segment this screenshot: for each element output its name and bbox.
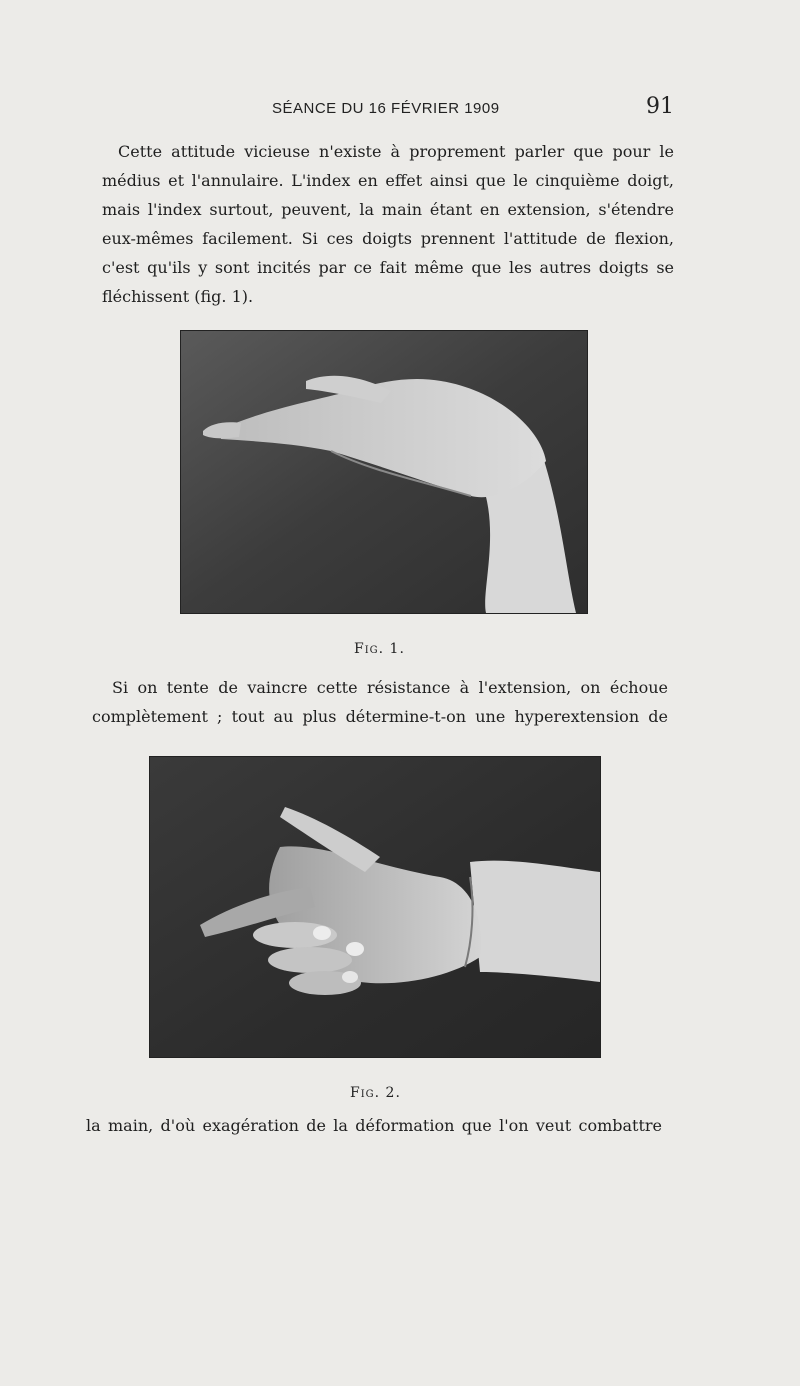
text-line: mais l'index surtout, peuvent, la main étant en extension, s'étendre	[102, 200, 674, 219]
text-line: médius et l'annulaire. L'index en effet ainsi que le cinquième doigt,	[102, 171, 674, 190]
hand-photo-1	[181, 331, 587, 613]
figure-2-caption: Fig. 2.	[350, 1085, 401, 1101]
page-header	[94, 96, 674, 122]
figure-1-caption: Fig. 1.	[354, 641, 405, 657]
paragraph-2	[92, 673, 668, 731]
text-line: la main, d'où exagération de la déformation que l'on veut combattre	[86, 1116, 662, 1135]
text-line: complètement ; tout au plus détermine-t-on une hyperextension de	[92, 707, 668, 726]
hand-photo-2	[150, 757, 600, 1057]
text-line: Cette attitude vicieuse n'existe à proprement parler que pour le	[118, 142, 674, 161]
paragraph-3	[86, 1111, 662, 1140]
text-line: eux-mêmes facilement. Si ces doigts prennent l'attitude de flexion,	[102, 229, 674, 248]
text-line: Si on tente de vaincre cette résistance à l'extension, on échoue	[112, 678, 668, 697]
figure-1-photo	[180, 330, 588, 614]
text-line: fléchissent (fig. 1).	[102, 287, 254, 306]
running-title: SÉANCE DU 16 FÉVRIER 1909	[272, 100, 500, 117]
figure-2-photo	[149, 756, 601, 1058]
page-number: 91	[646, 94, 674, 119]
text-line: c'est qu'ils y sont incités par ce fait même que les autres doigts se	[102, 258, 674, 277]
paragraph-1	[102, 137, 674, 311]
